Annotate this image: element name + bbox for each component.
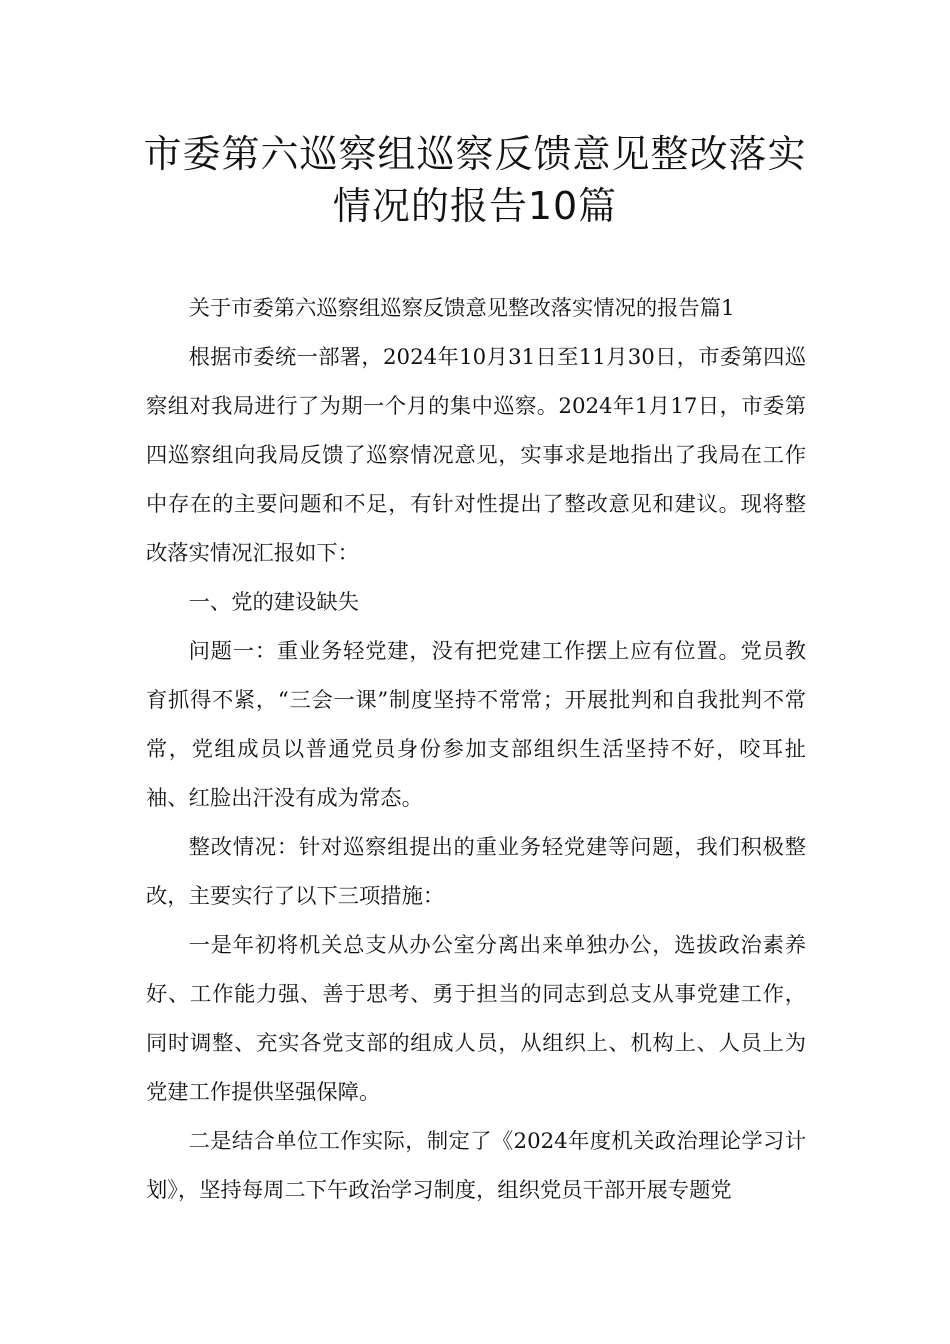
- title-line-2: 情况的报告10篇: [332, 184, 618, 228]
- paragraph-rectification: 整改情况：针对巡察组提出的重业务轻党建等问题，我们积极整改，主要实行了以下三项措施：: [146, 835, 806, 909]
- section-heading-party-building: 一、党的建设缺失: [188, 590, 359, 615]
- paragraph-problem-1: 问题一：重业务轻党建，没有把党建工作摆上应有位置。党员教育抓得不紧，“三会一课”制度坚持不常常；开展批判和自我批判不常常，党组成员以普通党员身份参加支部组织生活坚持不好，咬耳扯袖、红脸出汗没有成为常态。: [146, 639, 806, 811]
- title-line-1: 市委第六巡察组巡察反馈意见整改落实: [143, 132, 807, 176]
- paragraph-intro: 根据市委统一部署，2024年10月31日至11月30日，市委第四巡察组对我局进行了为期一个月的集中巡察。2024年1月17日，市委第四巡察组向我局反馈了巡察情况意见，实事求是地指出了我局在工作中存在的主要问题和不足，有针对性提出了整改意见和建议。现将整改落实情况汇报如下：: [146, 345, 806, 566]
- paragraph-measure-2: 二是结合单位工作实际，制定了《2024年度机关政治理论学习计划》，坚持每周二下午政治学习制度，组织党员干部开展专题党: [146, 1129, 806, 1203]
- paragraph-measure-1: 一是年初将机关总支从办公室分离出来单独办公，选拔政治素养好、工作能力强、善于思考、勇于担当的同志到总支从事党建工作，同时调整、充实各党支部的组成人员，从组织上、机构上、人员上为党建工作提供坚强保障。: [146, 933, 806, 1105]
- section-heading-report-1: 关于市委第六巡察组巡察反馈意见整改落实情况的报告篇1: [188, 296, 735, 321]
- document-body: [146, 284, 806, 1215]
- document-title: [100, 128, 850, 232]
